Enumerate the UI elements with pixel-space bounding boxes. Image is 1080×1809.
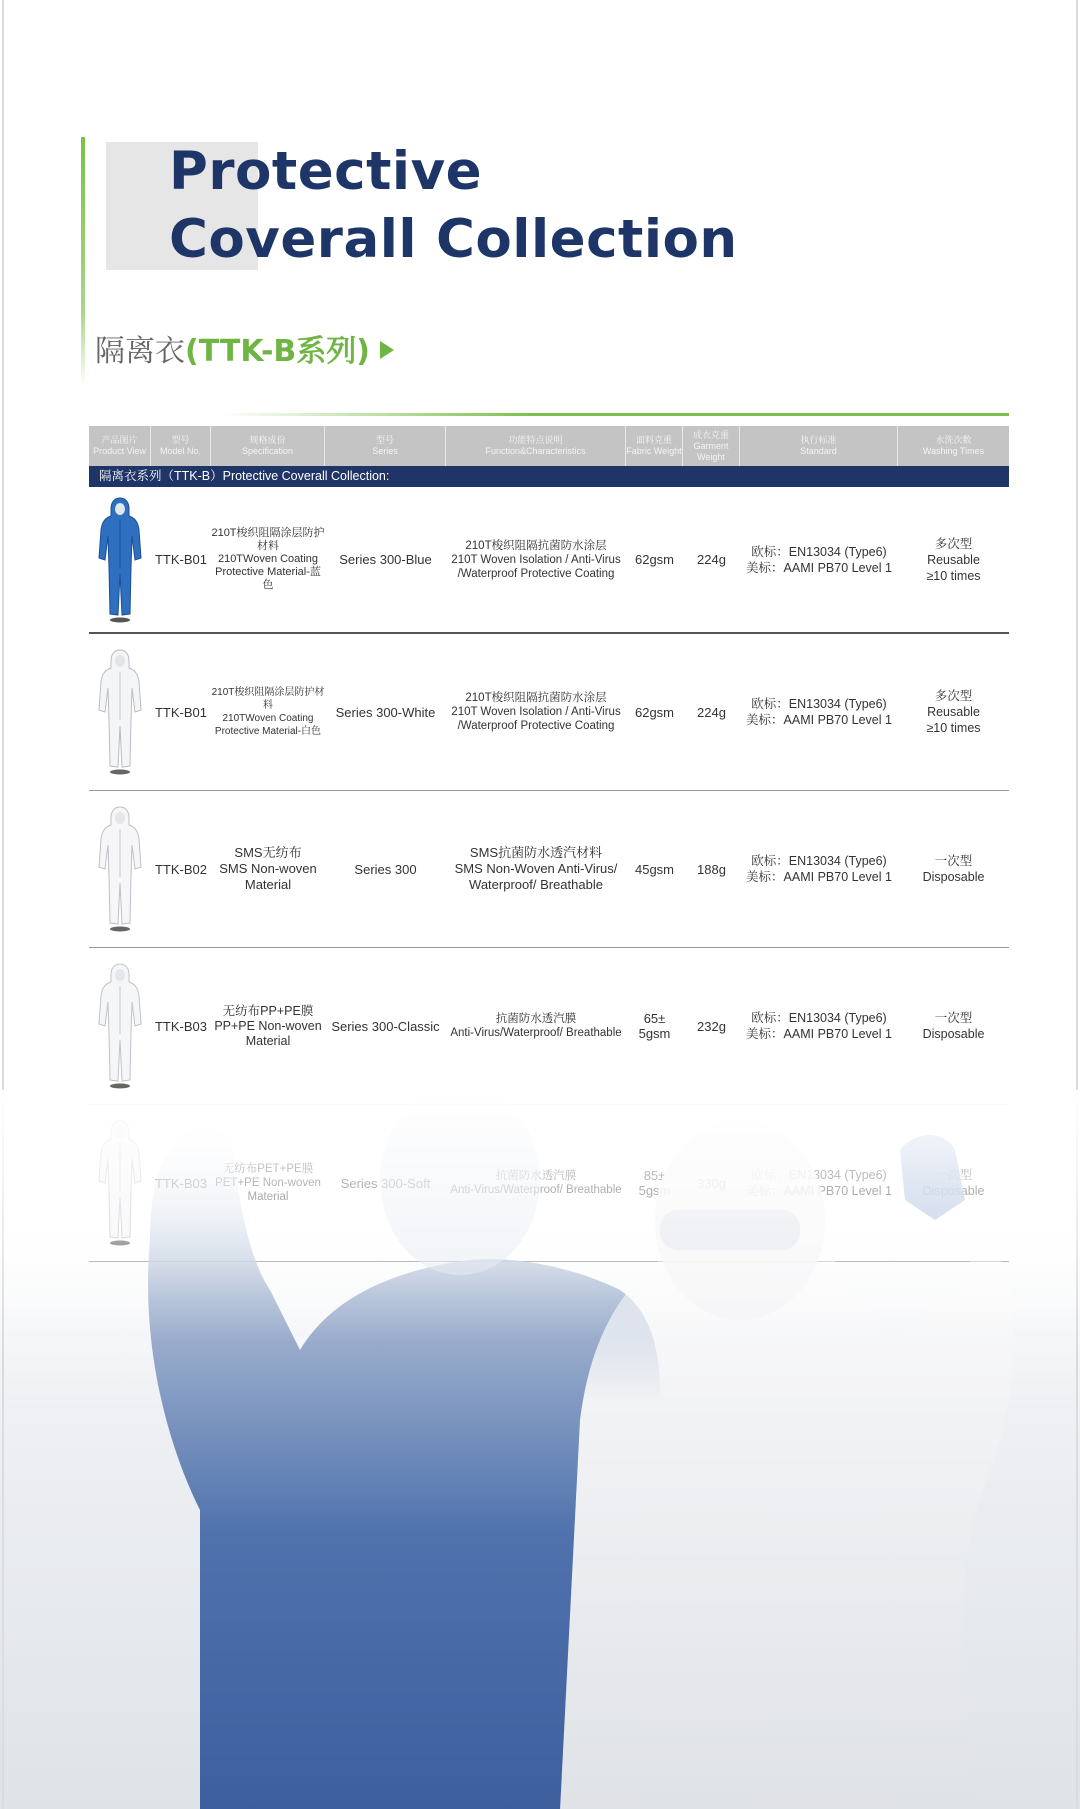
product-image — [89, 487, 151, 632]
standard: 欧标：EN13034 (Type6) 美标：AAMI PB70 Level 1 — [746, 544, 892, 575]
specification: 210T梭织阻隔涂层防护材料 210TWoven Coating Protective Material-蓝色 — [211, 527, 325, 591]
subtitle-series: (TTK-B系列) — [185, 334, 370, 369]
washing-times: 一次型 Disposable — [922, 1011, 985, 1041]
column-header: 面料克重 Fabric Weight — [626, 426, 683, 466]
model-number: TTK-B03 — [154, 1018, 207, 1034]
garment-weight: 188g — [697, 861, 726, 877]
section-label: 隔离衣系列（TTK-B）Protective Coverall Collection: — [89, 466, 1009, 487]
garment-weight: 224g — [697, 704, 726, 720]
standard: 欧标：EN13034 (Type6) 美标：AAMI PB70 Level 1 — [746, 854, 892, 884]
series-subtitle — [95, 326, 394, 370]
white-coverall-icon — [97, 648, 143, 776]
table-row — [89, 948, 1009, 1105]
function-characteristics: 210T梭织阻隔抗菌防水涂层 210T Woven Isolation / Anti-Virus /Waterproof Protective Coating — [451, 539, 621, 580]
washing-times: 多次型 Reusable ≥10 times — [926, 536, 981, 583]
white-coverall-icon — [97, 962, 143, 1090]
fabric-weight: 45gsm — [634, 861, 675, 877]
standard: 欧标：EN13034 (Type6) 美标：AAMI PB70 Level 1 — [746, 697, 892, 727]
washing-times: 多次型 Reusable ≥10 times — [926, 689, 981, 735]
column-header: 产品图片 Product View — [89, 426, 151, 466]
column-header: 规格成份 Specification — [211, 426, 325, 466]
model-number: TTK-B01 — [154, 704, 207, 720]
garment-weight: 224g — [697, 552, 726, 567]
column-header: 型号 Model No. — [151, 426, 211, 466]
model-number: TTK-B02 — [154, 861, 207, 877]
table-header — [89, 426, 1009, 466]
fabric-weight: 62gsm — [634, 552, 675, 567]
table-row — [89, 791, 1009, 948]
subtitle-chinese: 隔离衣 — [95, 334, 185, 369]
specification: 无纺布PP+PE膜 PP+PE Non-woven Material — [214, 1003, 322, 1048]
column-header: 水洗次数 Washing Times — [922, 435, 985, 456]
play-arrow-icon — [380, 341, 394, 359]
garment-weight: 232g — [697, 1018, 726, 1034]
product-image — [89, 634, 151, 790]
column-header: 功能特点说明 Function&Characteristics — [446, 426, 626, 466]
white-coverall-icon — [97, 805, 143, 933]
function-characteristics: 210T梭织阻隔抗菌防水涂层 210T Woven Isolation / Anti-Virus /Waterproof Protective Coating — [451, 692, 621, 732]
function-characteristics: SMS抗菌防水透汽材料 SMS Non-Woven Anti-Virus/ Waterproof/ Breathable — [454, 845, 618, 892]
column-header: 成衣克重 Garment Weight — [683, 426, 740, 466]
column-header: 执行标准 Standard — [740, 426, 898, 466]
series: Series 300-Classic — [331, 1018, 440, 1034]
product-image — [89, 948, 151, 1104]
specification: SMS无纺布 SMS Non-woven Material — [219, 845, 317, 892]
fabric-weight: 65± 5gsm — [638, 1011, 671, 1041]
column-header: 型号 Series — [325, 426, 446, 466]
coverall-models-photo — [0, 1090, 1080, 1809]
title-accent-bar — [81, 137, 85, 387]
specification: 210T梭织阻隔涂层防护材料 210TWoven Coating Protective Material-白色 — [211, 687, 325, 737]
model-number: TTK-B01 — [154, 552, 207, 567]
washing-times: 一次型 Disposable — [922, 854, 985, 884]
green-divider — [220, 413, 1009, 416]
title-line-1: Protective — [169, 141, 483, 202]
page-title — [169, 138, 738, 274]
table-row — [89, 487, 1009, 634]
function-characteristics: 抗菌防水透汽膜 Anti-Virus/Waterproof/ Breathable — [450, 1013, 622, 1039]
title-line-2: Coverall Collection — [169, 209, 738, 270]
series: Series 300-White — [335, 704, 436, 720]
table-row — [89, 634, 1009, 791]
product-image — [89, 791, 151, 947]
series: Series 300 — [354, 861, 417, 877]
series: Series 300-Blue — [339, 552, 432, 567]
fabric-weight: 62gsm — [634, 704, 675, 720]
blue-coverall-icon — [97, 496, 143, 624]
standard: 欧标：EN13034 (Type6) 美标：AAMI PB70 Level 1 — [746, 1011, 892, 1041]
